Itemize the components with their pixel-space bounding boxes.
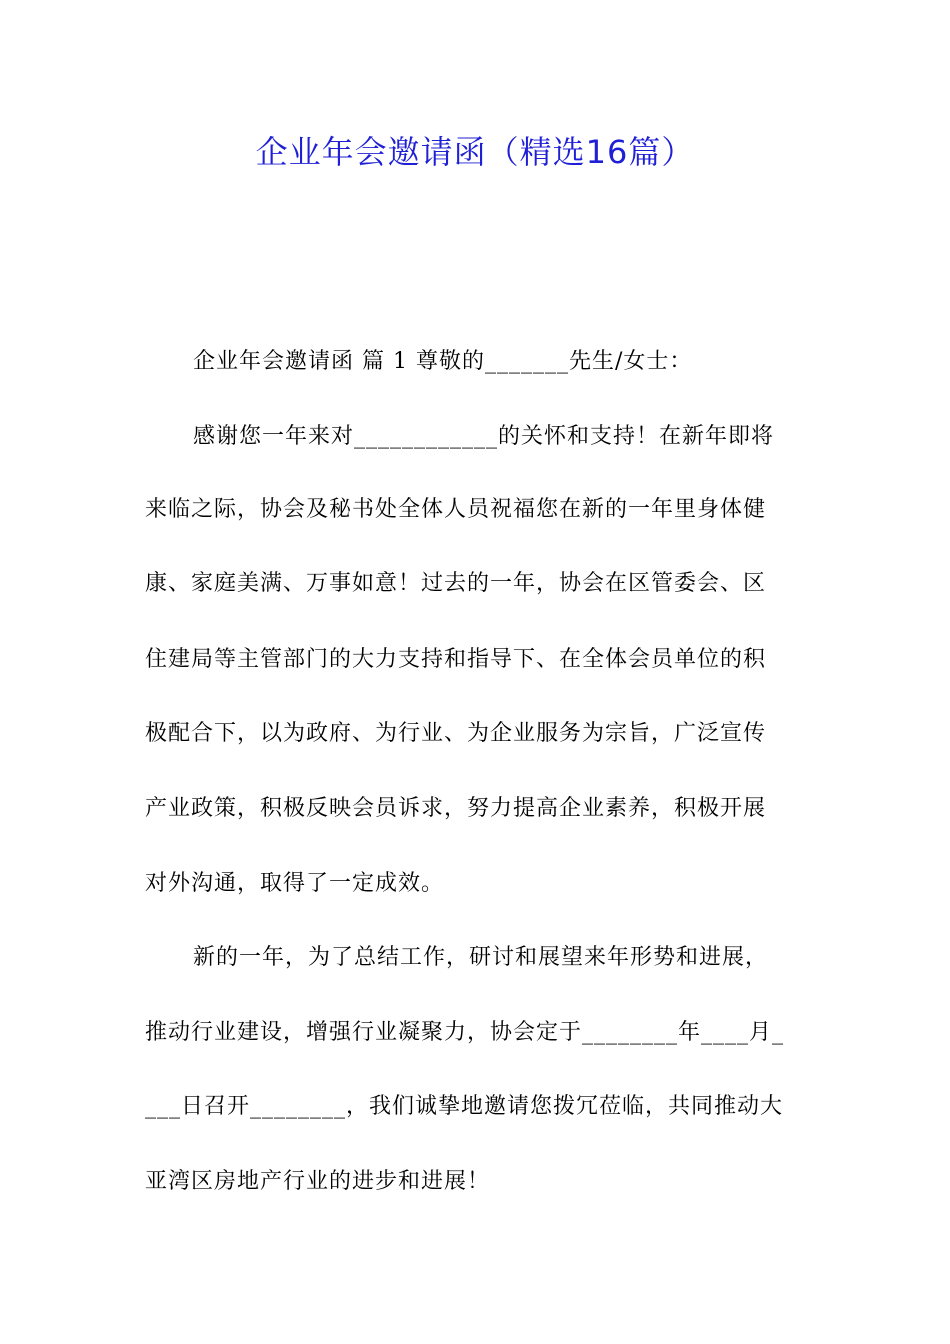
text-line-8: 对外沟通，取得了一定成效。 bbox=[145, 871, 445, 896]
text-line-6: 极配合下，以为政府、为行业、为企业服务为宗旨，广泛宣传 bbox=[145, 721, 767, 746]
text-line-12: 亚湾区房地产行业的进步和进展！ bbox=[145, 1169, 491, 1194]
text-line-7: 产业政策，积极反映会员诉求，努力提高企业素养，积极开展 bbox=[145, 796, 767, 821]
text-line-11: ___日召开________，我们诚挚地邀请您拨冗莅临，共同推动大 bbox=[145, 1094, 784, 1119]
document-title: 企业年会邀请函（精选16篇） bbox=[255, 133, 695, 171]
text-line-4: 康、家庭美满、万事如意！过去的一年，协会在区管委会、区 bbox=[145, 571, 767, 596]
text-line-9: 新的一年，为了总结工作，研讨和展望来年形势和进展， bbox=[193, 945, 769, 970]
text-line-2: 感谢您一年来对____________的关怀和支持！在新年即将 bbox=[193, 424, 775, 449]
text-line-3: 来临之际，协会及秘书处全体人员祝福您在新的一年里身体健 bbox=[145, 497, 767, 522]
text-line-5: 住建局等主管部门的大力支持和指导下、在全体会员单位的积 bbox=[145, 647, 767, 672]
text-line-1: 企业年会邀请函 篇 1 尊敬的_______先生/女士： bbox=[193, 349, 693, 374]
text-line-10: 推动行业建设，增强行业凝聚力，协会定于________年____月_ bbox=[145, 1020, 785, 1045]
